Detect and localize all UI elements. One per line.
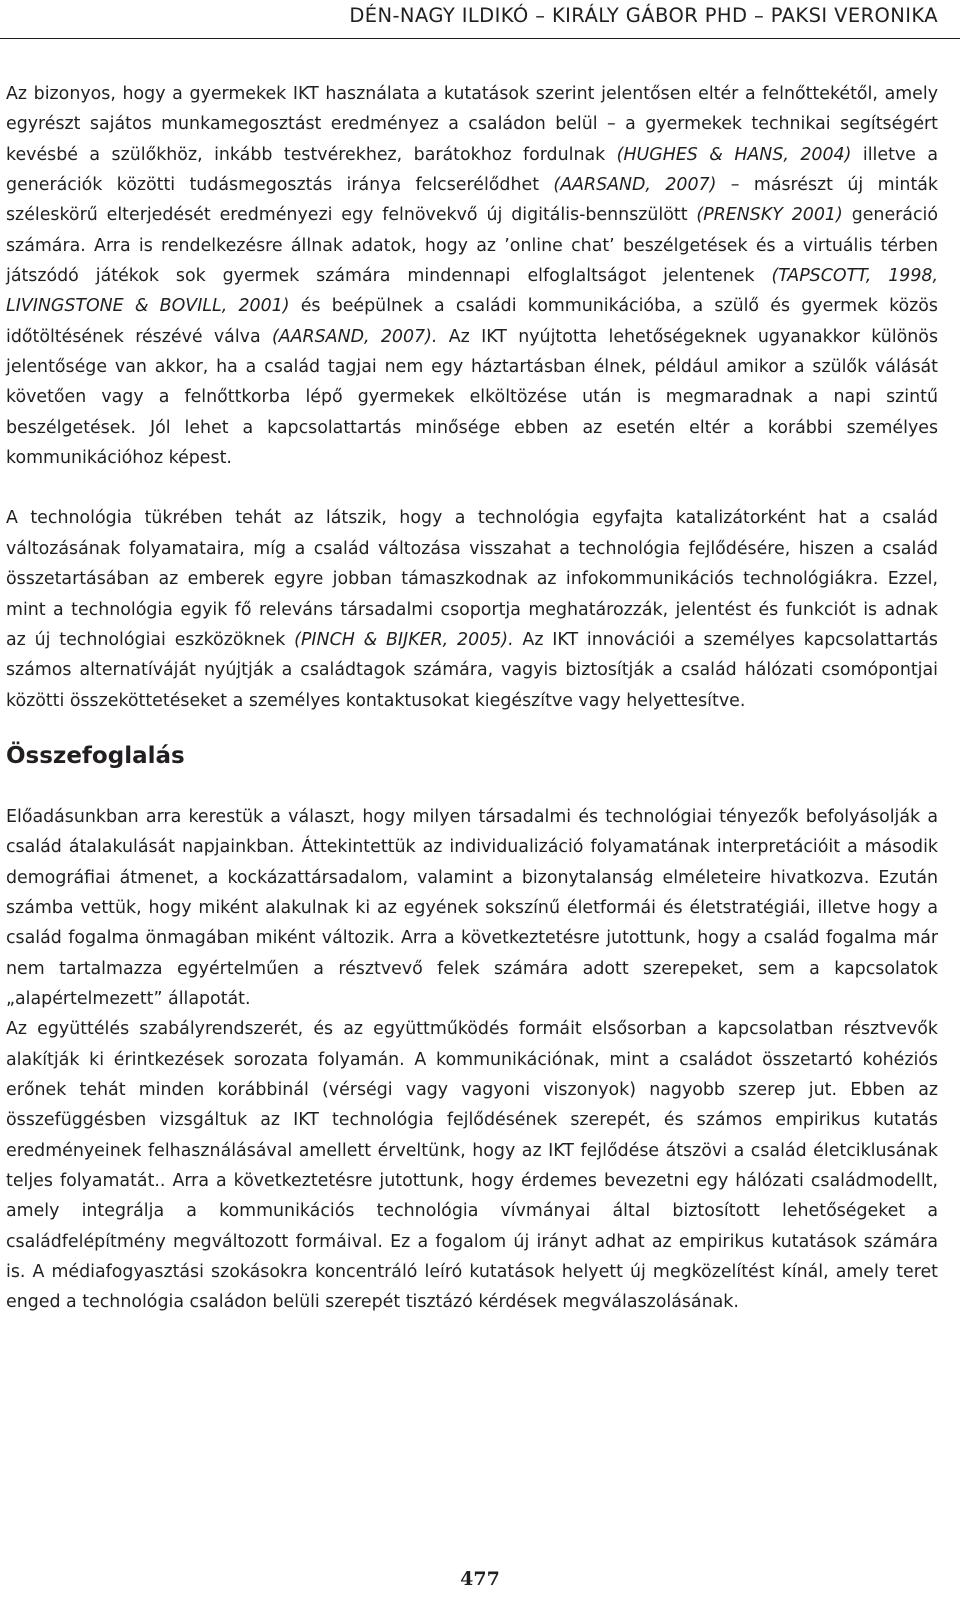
citation: (HUGHES & HANS, 2004) bbox=[616, 144, 852, 165]
citation: (AARSAND, 2007). bbox=[271, 326, 438, 347]
citation: (TAPSCOTT, 1998, LIVINGSTONE & BOVILL, 2001) bbox=[6, 266, 939, 317]
body-text bbox=[6, 79, 938, 1318]
paragraph-ikt-children: Az bizonyos, hogy a gyermekek IKT használata a kutatások szerint jelentősen eltér a felnőttekétől, amely egyrészt sajátos munkamegosztást eredményez a családon belül – a gyermekek technikai segítségért kevésbé a szülőkhöz, inkább testvérekhez, barátokhoz fordulnak (HUGHES & HANS, 2004) illetve a generációk közötti tudásmegosztás iránya felcserélődhet (AARSAND, 2007) – másrészt új minták széleskörű elterjedését eredményezi egy felnövekvő új digitális-bennszülött (PRENSKY 2001) generáció számára. Arra is rendelkezésre állnak adatok, hogy az ’online chat’ beszélgetések és a virtuális térben játszódó játékok sok gyermek számára mindennapi elfoglaltságot jelentenek (TAPSCOTT, 1998, LIVINGSTONE & BOVILL, 2001) és beépülnek a családi kommunikációba, a szülő és gyermek közös időtöltésének részévé válva (AARSAND, 2007). Az IKT nyújtotta lehetőségeknek ugyanakkor különös jelentősége van akkor, ha a család tagjai nem egy háztartásban élnek, például amikor a szülők válását követően vagy a felnőttkorba lépő gyermekek elköltözése után is megmaradnak a napi szintű beszélgetések. Jól lehet a kapcsolattartás minősége ebben az esetén eltér a korábbi személyes kommunikációhoz képest. bbox=[6, 84, 939, 469]
paragraph-summary-2: Az együttélés szabályrendszerét, és az együttműködés formáit elsősorban a kapcsolatban résztvevők alakítják ki érintkezések sorozata folyamán. A kommunikációnak, mint a családot összetartó kohéziós erőnek tehát minden korábbinál (vérségi vagy vagyoni viszonyok) nagyobb szerep jut. Ebben az összefüggésben vizsgáltuk az IKT technológia fejlődésének szerepét, és számos empirikus kutatás eredményeinek felhasználásával amellett érveltünk, hogy az IKT fejlődése átszövi a család életciklusának teljes folyamatát.. Arra a következtetésre jutottunk, hogy érdemes bevezetni egy hálózati családmodellt, amely integrálja a kommunikációs technológia vívmányai által biztosított lehetőségeket a családfelépítmény megváltozott formáival. Ez a fogalom új irányt adhat az empirikus kutatások számára is. A médiafogyasztási szokásokra koncentráló leíró kutatások helyett új megközelítést kínál, amely teret enged a technológia családon belüli szerepét tisztázó kérdések megválaszolásának. bbox=[6, 1019, 938, 1313]
paragraph-technology-catalyst: A technológia tükrében tehát az látszik, hogy a technológia egyfajta katalizátorként hat a család változásának folyamataira, míg a család változása visszahat a technológia fejlődésére, hiszen a család összetartásában az emberek egyre jobban támaszkodnak az infokommunikációs technológiákra. Ezzel, mint a technológia egyik fő releváns társadalmi csoportja meghatározzák, jelentést és funkciót is adnak az új technológiai eszközöknek (PINCH & BIJKER, 2005). Az IKT innovációi a személyes kapcsolattartás számos alternatíváját nyújtják a családtagok számára, vagyis biztosítják a család hálózati csomópontjai közötti összeköttetéseket a személyes kontaktusokat kiegészítve vagy helyettesítve. bbox=[6, 508, 938, 711]
paragraph-summary-1: Előadásunkban arra kerestük a választ, hogy milyen társadalmi és technológiai tényezők befolyásolják a család átalakulását napjainkban. Áttekintettük az individualizáció folyamatának interpretációit a második demográfiai átmenet, a kockázattársadalom, valamint a bizonytalanság elméleteire hivatkozva. Ezután számba vettük, hogy miként alakulnak ki az egyének sokszínű életformái és életstratégiái, illetve hogy a család fogalma önmagában miként változik. Arra a következtetésre jutottunk, hogy a család fogalma már nem tartalmazza egyértelműen a résztvevő felek számára adott szerepeket, sem a kapcsolatok „alapértelmezett” állapotát. bbox=[6, 806, 938, 1009]
citation: (PINCH & BIJKER, 2005). bbox=[294, 629, 514, 650]
citation: (PRENSKY 2001) bbox=[696, 205, 843, 226]
page-number: 477 bbox=[460, 1568, 500, 1590]
section-heading: Összefoglalás bbox=[6, 742, 185, 769]
citation: (AARSAND, 2007) bbox=[553, 175, 717, 196]
header-divider bbox=[0, 38, 960, 39]
running-header: DÉN-NAGY ILDIKÓ – KIRÁLY GÁBOR PHD – PAKSI VERONIKA bbox=[349, 4, 938, 27]
